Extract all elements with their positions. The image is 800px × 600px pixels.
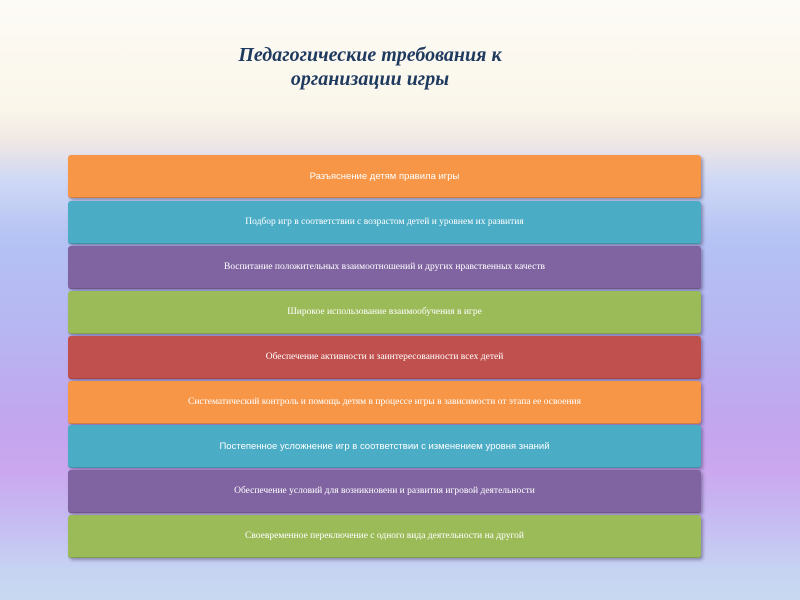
requirement-bar-5 xyxy=(68,336,701,379)
requirement-bar-6 xyxy=(68,381,701,424)
requirement-label-9: Своевременное переключение с одного вида деятельности на другой xyxy=(245,531,524,541)
requirement-label-5: Обеспечение активности и заинтересованности всех детей xyxy=(265,352,504,362)
requirement-bar-2 xyxy=(68,201,701,244)
requirement-label-3: Воспитание положительных взаимоотношений и других нравственных качеств xyxy=(223,262,545,272)
slide-title-line-2: организации игры xyxy=(290,68,450,90)
requirement-label-1: Разъяснение детям правила игры xyxy=(309,170,460,182)
requirement-label-4: Широкое использование взаимообучения в игре xyxy=(287,307,482,317)
requirement-bar-7 xyxy=(68,425,701,468)
requirement-label-2: Подбор игр в соответствии с возрастом детей и уровнем их развития xyxy=(245,217,524,227)
requirement-bar-4 xyxy=(68,291,701,334)
requirement-bar-1 xyxy=(68,155,701,198)
requirements-list xyxy=(68,155,701,560)
requirement-bar-3 xyxy=(68,246,701,289)
requirement-bar-8 xyxy=(68,470,701,513)
requirement-label-6: Систематический контроль и помощь детям в процессе игры в зависимости от этапа ее освоения xyxy=(187,397,581,407)
requirement-label-8: Обеспечение условий для возникновени и развития игровой деятельности xyxy=(234,486,535,496)
slide-title-line-1: Педагогические требования к xyxy=(238,44,502,66)
requirement-bar-9 xyxy=(68,515,701,558)
slide-title xyxy=(190,43,550,91)
requirement-label-7: Постепенное усложнение игр в соответствии с изменением уровня знаний xyxy=(219,440,550,452)
